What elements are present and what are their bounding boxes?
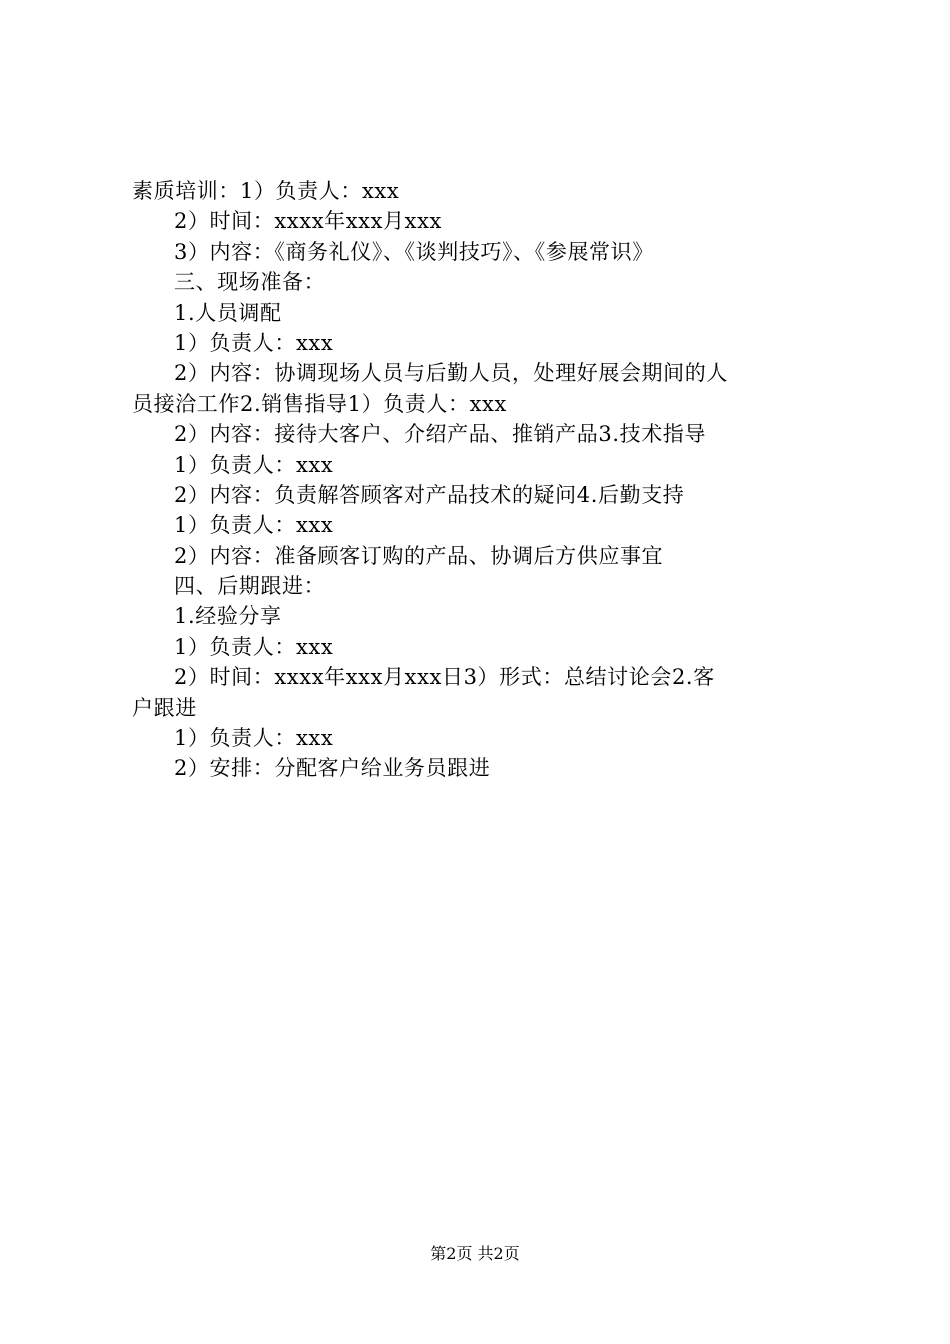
text-line: 2）内容：负责解答顾客对产品技术的疑问4.后勤支持 bbox=[174, 482, 685, 507]
text-line: 1）负责人：xxx bbox=[174, 634, 334, 659]
text-line: 3）内容：《商务礼仪》、《谈判技巧》、《参展常识》 bbox=[174, 239, 654, 264]
text-line: 2）时间：xxxx年xxx月xxx日3）形式：总结讨论会2.客 bbox=[174, 665, 715, 690]
section-heading: 四、后期跟进： bbox=[174, 574, 326, 599]
text-line: 1）负责人：xxx bbox=[174, 330, 334, 355]
text-line: 2）时间：xxxx年xxx月xxx bbox=[174, 209, 442, 234]
text-line: 1）负责人：xxx bbox=[174, 726, 334, 751]
document-body bbox=[132, 176, 832, 784]
subsection-heading: 1.经验分享 bbox=[174, 604, 282, 629]
page-number-footer: 第2页 共2页 bbox=[430, 1244, 520, 1263]
text-line: 员接洽工作2.销售指导1）负责人：xxx bbox=[132, 391, 507, 416]
subsection-heading: 1.人员调配 bbox=[174, 300, 282, 325]
text-line: 2）内容：协调现场人员与后勤人员，处理好展会期间的人 bbox=[174, 361, 728, 386]
text-line: 2）安排：分配客户给业务员跟进 bbox=[174, 756, 491, 781]
text-line: 1）负责人：xxx bbox=[174, 452, 334, 477]
text-line: 1）负责人：xxx bbox=[174, 513, 334, 538]
text-line: 素质培训：1）负责人：xxx bbox=[132, 179, 400, 203]
text-line: 户跟进 bbox=[132, 695, 197, 720]
section-heading: 三、现场准备： bbox=[174, 270, 326, 295]
text-line: 2）内容：准备顾客订购的产品、协调后方供应事宜 bbox=[174, 543, 664, 568]
text-line: 2）内容：接待大客户、介绍产品、推销产品3.技术指导 bbox=[174, 422, 706, 447]
